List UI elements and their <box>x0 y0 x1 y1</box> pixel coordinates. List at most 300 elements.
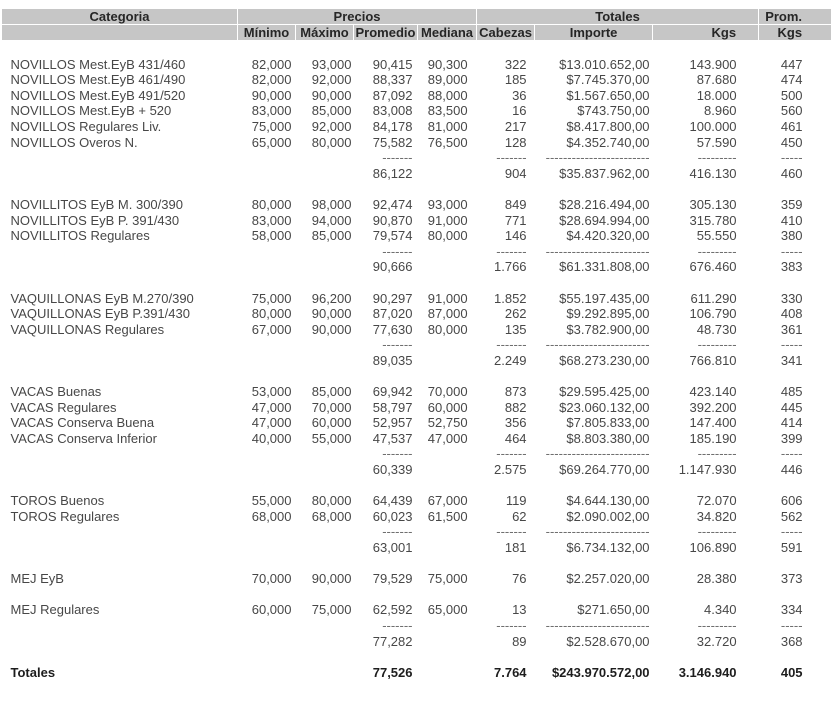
table-row-prom-kgs: 500 <box>780 87 803 103</box>
table-row-promedio: 83,008 <box>372 103 413 119</box>
table-row-prom-kgs: 359 <box>780 196 803 212</box>
table-row-categoria: VACAS Regulares <box>10 399 117 415</box>
subtotal-row-importe: $2.528.670,00 <box>566 633 650 649</box>
table-row-minimo: 75,000 <box>251 290 292 306</box>
table-row-maximo: 94,000 <box>311 212 352 228</box>
table-row <box>2 88 832 104</box>
separator-row-categoria <box>2 150 238 166</box>
table-row-maximo: 98,000 <box>311 196 352 212</box>
subtotal-row-maximo <box>296 259 354 275</box>
table-row-importe: $4.644.130,00 <box>566 493 650 509</box>
table-row-prom-kgs: 606 <box>780 493 803 509</box>
subtotal-row-prom-kgs: 460 <box>780 165 803 181</box>
subtotal-row-minimo <box>238 353 296 369</box>
table-row-categoria: VACAS Buenas <box>10 384 102 400</box>
table-row-kgs: 143.900 <box>689 56 737 72</box>
separator-row-cabezas: ------- <box>496 337 527 353</box>
table-row <box>2 384 832 400</box>
spacer-cell <box>2 587 832 603</box>
subtotal-row-categoria <box>2 540 238 556</box>
table-row-maximo: 80,000 <box>311 493 352 509</box>
table-row-mediana: 87,000 <box>427 306 468 322</box>
subtotal-row-categoria <box>2 353 238 369</box>
subtotal-row-minimo <box>238 259 296 275</box>
table-row-importe: $271.650,00 <box>577 602 650 618</box>
subtotal-row-kgs: 676.460 <box>689 259 737 275</box>
table-row-cabezas: 262 <box>504 306 527 322</box>
table-row <box>2 322 832 338</box>
table-row-cabezas: 356 <box>504 415 527 431</box>
table-row-minimo: 83,000 <box>251 212 292 228</box>
separator-row-promedio: ------- <box>382 617 413 633</box>
table-row-promedio: 64,439 <box>372 493 413 509</box>
subtotal-row-promedio: 60,339 <box>372 462 413 478</box>
subtotal-row <box>2 259 832 275</box>
table-row-minimo: 75,000 <box>251 118 292 134</box>
table-row-minimo: 80,000 <box>251 196 292 212</box>
table-row-maximo: 93,000 <box>311 56 352 72</box>
table-row-categoria: NOVILLOS Mest.EyB 431/460 <box>10 56 186 72</box>
table-row-categoria: VAQUILLONAS Regulares <box>10 321 165 337</box>
table-row-promedio: 60,023 <box>372 508 413 524</box>
spacer-row <box>2 275 832 291</box>
table-row-prom-kgs: 373 <box>780 571 803 587</box>
table-row-minimo: 65,000 <box>251 134 292 150</box>
table-row-minimo: 47,000 <box>251 399 292 415</box>
spacer-row <box>2 41 832 57</box>
table-row-importe: $29.595.425,00 <box>559 384 650 400</box>
subtotal-row-kgs: 106.890 <box>689 540 737 555</box>
separator-row-kgs: --------- <box>697 446 737 462</box>
subtotal-row-mediana <box>418 634 477 650</box>
subtotal-row-prom-kgs: 591 <box>780 540 803 555</box>
subtotal-row <box>2 540 832 556</box>
grand-total-row-minimo <box>238 665 296 681</box>
subtotal-row-minimo <box>238 634 296 650</box>
table-row-categoria: VAQUILLONAS EyB P.391/430 <box>10 306 190 322</box>
table-row-kgs: 55.550 <box>696 228 737 244</box>
table-row-categoria: VACAS Conserva Buena <box>10 415 155 431</box>
table-row-maximo: 90,000 <box>311 321 352 337</box>
table-row-minimo: 40,000 <box>251 430 292 446</box>
table-row <box>2 135 832 151</box>
table-row-importe: $743.750,00 <box>577 103 650 119</box>
table-row-maximo: 75,000 <box>311 602 352 618</box>
table-row-cabezas: 76 <box>512 571 527 587</box>
table-row-minimo: 90,000 <box>251 87 292 103</box>
table-row-promedio: 77,630 <box>372 321 413 337</box>
table-row <box>2 119 832 135</box>
separator-row-maximo <box>296 337 354 353</box>
separator-row-minimo <box>238 524 296 540</box>
table-row-mediana: 70,000 <box>427 384 468 400</box>
separator-row-mediana <box>418 244 477 260</box>
table-row-importe: $1.567.650,00 <box>566 87 650 103</box>
separator-row-minimo <box>238 150 296 166</box>
table-row-kgs: 28.380 <box>696 571 737 587</box>
table-row-mediana: 65,000 <box>427 602 468 618</box>
table-row-promedio: 87,020 <box>372 306 413 322</box>
table-row <box>2 602 832 618</box>
table-row-importe: $7.745.370,00 <box>566 72 650 88</box>
header-mediana: Mediana <box>418 25 477 41</box>
table-row-mediana: 90,300 <box>427 56 468 72</box>
subtotal-row-categoria <box>2 259 238 275</box>
table-body <box>2 41 832 681</box>
table-row <box>2 213 832 229</box>
separator-row-mediana <box>418 524 477 540</box>
table-row-categoria: NOVILLITOS EyB P. 391/430 <box>10 212 180 228</box>
subtotal-row-mediana <box>418 166 477 182</box>
table-row-mediana: 67,000 <box>427 493 468 509</box>
header-columns-row <box>2 25 832 41</box>
table-row-kgs: 4.340 <box>704 602 737 618</box>
subtotal-row-categoria <box>2 462 238 478</box>
subtotal-row-mediana <box>418 353 477 369</box>
table-row-kgs: 8.960 <box>704 103 737 119</box>
table-row-prom-kgs: 447 <box>780 56 803 72</box>
separator-row-prom-kgs: ----- <box>780 617 803 633</box>
header-categoria-blank <box>2 25 238 41</box>
header-kgs: Kgs <box>653 25 759 41</box>
grand-total-row-kgs: 3.146.940 <box>678 664 737 680</box>
separator-row <box>2 446 832 462</box>
table-row-importe: $55.197.435,00 <box>559 290 650 306</box>
table-row-categoria: NOVILLITOS EyB M. 300/390 <box>10 196 183 212</box>
spacer-cell <box>2 478 832 494</box>
table-row-maximo: 68,000 <box>311 508 352 524</box>
subtotal-row-promedio: 86,122 <box>372 165 413 181</box>
table-row-maximo: 70,000 <box>311 399 352 415</box>
separator-row-maximo <box>296 150 354 166</box>
subtotal-row-prom-kgs: 368 <box>780 633 803 649</box>
table-row-importe: $9.292.895,00 <box>566 306 650 322</box>
table-row-prom-kgs: 410 <box>780 212 803 228</box>
table-row-categoria: NOVILLOS Regulares Liv. <box>10 118 162 134</box>
table-row <box>2 415 832 431</box>
header-group-prom: Prom. <box>759 9 832 25</box>
separator-row <box>2 618 832 634</box>
table-row <box>2 103 832 119</box>
table-row-importe: $28.216.494,00 <box>559 196 650 212</box>
separator-row-kgs: --------- <box>697 243 737 259</box>
separator-row <box>2 337 832 353</box>
separator-row-maximo <box>296 618 354 634</box>
table-row-mediana: 81,000 <box>427 118 468 134</box>
table-row-maximo: 92,000 <box>311 72 352 88</box>
header-group-precios: Precios <box>238 9 477 25</box>
separator-row-promedio: ------- <box>382 446 413 462</box>
grand-total-row-mediana <box>418 665 477 681</box>
subtotal-row <box>2 166 832 182</box>
separator-row <box>2 524 832 540</box>
subtotal-row-promedio: 89,035 <box>372 352 413 368</box>
table-row-maximo: 90,000 <box>311 87 352 103</box>
table-row-promedio: 87,092 <box>372 87 413 103</box>
table-row-maximo: 80,000 <box>311 134 352 150</box>
subtotal-row-mediana <box>418 540 477 556</box>
table-row <box>2 431 832 447</box>
subtotal-row-maximo <box>296 634 354 650</box>
table-row <box>2 571 832 587</box>
table-row-cabezas: 849 <box>504 196 527 212</box>
table-row-mediana: 75,000 <box>427 571 468 587</box>
separator-row-importe: ------------------------ <box>545 150 650 166</box>
table-row-mediana: 88,000 <box>427 87 468 103</box>
table-row-promedio: 79,574 <box>372 228 413 244</box>
spacer-cell <box>2 649 832 665</box>
table-row-prom-kgs: 408 <box>780 306 803 322</box>
spacer-row <box>2 478 832 494</box>
separator-row <box>2 150 832 166</box>
subtotal-row-prom-kgs: 341 <box>780 352 803 368</box>
spacer-cell <box>2 368 832 384</box>
subtotal-row-maximo <box>296 166 354 182</box>
table-row-kgs: 57.590 <box>696 134 737 150</box>
table-row-cabezas: 146 <box>504 228 527 244</box>
separator-row-categoria <box>2 244 238 260</box>
table-row-mediana: 80,000 <box>427 321 468 337</box>
subtotal-row-minimo <box>238 540 296 556</box>
header-prom-kgs: Kgs <box>759 25 832 41</box>
table-row-mediana: 61,500 <box>427 508 468 524</box>
table-row-cabezas: 1.852 <box>494 290 527 306</box>
spacer-row <box>2 587 832 603</box>
separator-row-promedio: ------- <box>382 243 413 259</box>
table-row-minimo: 80,000 <box>251 306 292 322</box>
subtotal-row-cabezas: 2.249 <box>494 352 527 368</box>
table-row-mediana: 47,000 <box>427 430 468 446</box>
separator-row-prom-kgs: ----- <box>780 524 803 540</box>
table-row-minimo: 82,000 <box>251 72 292 88</box>
table-row-mediana: 93,000 <box>427 196 468 212</box>
separator-row-minimo <box>238 618 296 634</box>
separator-row-categoria <box>2 446 238 462</box>
separator-row-minimo <box>238 446 296 462</box>
subtotal-row-importe: $6.734.132,00 <box>566 540 650 555</box>
separator-row-importe: ------------------------ <box>545 337 650 353</box>
table-row-minimo: 67,000 <box>251 321 292 337</box>
table-row-minimo: 58,000 <box>251 228 292 244</box>
separator-row-cabezas: ------- <box>496 446 527 462</box>
table-row-kgs: 100.000 <box>689 118 737 134</box>
spacer-cell <box>2 556 832 572</box>
separator-row-promedio: ------- <box>382 337 413 353</box>
spacer-row <box>2 368 832 384</box>
table-row-cabezas: 13 <box>512 602 527 618</box>
subtotal-row-cabezas: 89 <box>512 633 527 649</box>
table-row-prom-kgs: 399 <box>780 430 803 446</box>
table-row-mediana: 89,000 <box>427 72 468 88</box>
table-row-categoria: NOVILLOS Mest.EyB 461/490 <box>10 72 186 88</box>
separator-row-promedio: ------- <box>382 524 413 540</box>
table-row-maximo: 96,200 <box>311 290 352 306</box>
table-row-importe: $7.805.833,00 <box>566 415 650 431</box>
table-row-kgs: 315.780 <box>689 212 737 228</box>
table-row-kgs: 147.400 <box>689 415 737 431</box>
separator-row-cabezas: ------- <box>496 150 527 166</box>
separator-row-prom-kgs: ----- <box>780 337 803 353</box>
subtotal-row-promedio: 90,666 <box>372 259 413 275</box>
table-row-promedio: 90,297 <box>372 290 413 306</box>
subtotal-row-importe: $68.273.230,00 <box>559 352 650 368</box>
table-row <box>2 57 832 73</box>
header-maximo: Máximo <box>296 25 354 41</box>
table-row-categoria: TOROS Regulares <box>10 508 120 524</box>
header-categoria: Categoria <box>2 9 238 25</box>
separator-row-prom-kgs: ----- <box>780 446 803 462</box>
spacer-cell <box>2 41 832 57</box>
table-row-mediana: 52,750 <box>427 415 468 431</box>
table-row-importe: $8.803.380,00 <box>566 430 650 446</box>
table-row-cabezas: 771 <box>504 212 527 228</box>
header-importe: Importe <box>535 25 653 41</box>
table-row-categoria: NOVILLITOS Regulares <box>10 228 150 244</box>
separator-row-importe: ------------------------ <box>545 243 650 259</box>
separator-row-promedio: ------- <box>382 150 413 166</box>
subtotal-row-kgs: 32.720 <box>696 633 737 649</box>
subtotal-row <box>2 353 832 369</box>
table-row-cabezas: 873 <box>504 384 527 400</box>
table-row-importe: $3.782.900,00 <box>566 321 650 337</box>
table-row-categoria: TOROS Buenos <box>10 493 105 509</box>
separator-row-importe: ------------------------ <box>545 617 650 633</box>
subtotal-row-minimo <box>238 166 296 182</box>
subtotal-row-minimo <box>238 462 296 478</box>
table-row-promedio: 75,582 <box>372 134 413 150</box>
table-row-mediana: 80,000 <box>427 228 468 244</box>
separator-row-kgs: --------- <box>697 150 737 166</box>
table-row-categoria: NOVILLOS Mest.EyB + 520 <box>10 103 172 119</box>
table-row-kgs: 48.730 <box>696 321 737 337</box>
table-row-importe: $4.352.740,00 <box>566 134 650 150</box>
table-row-importe: $23.060.132,00 <box>559 399 650 415</box>
subtotal-row-promedio: 63,001 <box>372 540 413 555</box>
separator-row-cabezas: ------- <box>496 524 527 540</box>
table-row-prom-kgs: 334 <box>780 602 803 618</box>
table-row <box>2 306 832 322</box>
table-row-prom-kgs: 361 <box>780 321 803 337</box>
separator-row <box>2 244 832 260</box>
grand-total-row-importe: $243.970.572,00 <box>551 664 650 680</box>
table-row-promedio: 58,797 <box>372 399 413 415</box>
header-cabezas: Cabezas <box>477 25 535 41</box>
subtotal-row-kgs: 416.130 <box>689 165 737 181</box>
table-row-categoria: NOVILLOS Overos N. <box>10 134 138 150</box>
subtotal-row-categoria <box>2 166 238 182</box>
separator-row-categoria <box>2 618 238 634</box>
table-row <box>2 197 832 213</box>
subtotal-row-maximo <box>296 540 354 556</box>
subtotal-row-mediana <box>418 259 477 275</box>
table-row-promedio: 52,957 <box>372 415 413 431</box>
spacer-row <box>2 556 832 572</box>
table-row-prom-kgs: 474 <box>780 72 803 88</box>
separator-row-minimo <box>238 244 296 260</box>
table-row-promedio: 88,337 <box>372 72 413 88</box>
separator-row-mediana <box>418 446 477 462</box>
table-row-categoria: VACAS Conserva Inferior <box>10 430 157 446</box>
subtotal-row-kgs: 766.810 <box>689 352 737 368</box>
spacer-cell <box>2 275 832 291</box>
table-row-promedio: 47,537 <box>372 430 413 446</box>
spacer-cell <box>2 181 832 197</box>
subtotal-row-cabezas: 2.575 <box>494 462 527 478</box>
separator-row-kgs: --------- <box>697 337 737 353</box>
table-row-categoria: MEJ Regulares <box>10 602 100 618</box>
subtotal-row-importe: $61.331.808,00 <box>559 259 650 275</box>
separator-row-mediana <box>418 150 477 166</box>
subtotal-row-kgs: 1.147.930 <box>678 462 737 478</box>
table-row-maximo: 90,000 <box>311 306 352 322</box>
table-row-mediana: 91,000 <box>427 290 468 306</box>
table-row-minimo: 47,000 <box>251 415 292 431</box>
table-row-prom-kgs: 414 <box>780 415 803 431</box>
table-row-mediana: 60,000 <box>427 399 468 415</box>
subtotal-row <box>2 462 832 478</box>
table-row-kgs: 185.190 <box>689 430 737 446</box>
table-row-importe: $4.420.320,00 <box>566 228 650 244</box>
table-row-minimo: 53,000 <box>251 384 292 400</box>
table-row-cabezas: 882 <box>504 399 527 415</box>
table-row <box>2 493 832 509</box>
table-row-maximo: 85,000 <box>311 103 352 119</box>
table-row-kgs: 106.790 <box>689 306 737 322</box>
grand-total-row <box>2 665 832 681</box>
table-row <box>2 72 832 88</box>
table-row-cabezas: 135 <box>504 321 527 337</box>
subtotal-row-promedio: 77,282 <box>372 633 413 649</box>
table-row-importe: $28.694.994,00 <box>559 212 650 228</box>
table-row-cabezas: 464 <box>504 430 527 446</box>
separator-row-importe: ------------------------ <box>545 524 650 540</box>
table-row-minimo: 83,000 <box>251 103 292 119</box>
grand-total-row-categoria: Totales <box>10 664 56 680</box>
table-row-promedio: 92,474 <box>372 196 413 212</box>
table-row-prom-kgs: 380 <box>780 228 803 244</box>
market-report-table <box>1 8 832 680</box>
table-row-importe: $2.257.020,00 <box>566 571 650 587</box>
table-row-promedio: 69,942 <box>372 384 413 400</box>
table-row-kgs: 72.070 <box>696 493 737 509</box>
subtotal-row-categoria <box>2 634 238 650</box>
table-row-minimo: 60,000 <box>251 602 292 618</box>
table-row <box>2 509 832 525</box>
table-row-minimo: 55,000 <box>251 493 292 509</box>
table-row <box>2 228 832 244</box>
table-row-categoria: MEJ EyB <box>10 571 64 587</box>
table-row-promedio: 84,178 <box>372 118 413 134</box>
table-row-prom-kgs: 560 <box>780 103 803 119</box>
separator-row-prom-kgs: ----- <box>780 150 803 166</box>
subtotal-row-mediana <box>418 462 477 478</box>
separator-row-cabezas: ------- <box>496 617 527 633</box>
table-header <box>2 9 832 41</box>
table-row-importe: $8.417.800,00 <box>566 118 650 134</box>
table-row-maximo: 85,000 <box>311 228 352 244</box>
table-row-minimo: 68,000 <box>251 508 292 524</box>
separator-row-maximo <box>296 524 354 540</box>
table-row-kgs: 305.130 <box>689 196 737 212</box>
table-row-kgs: 34.820 <box>696 508 737 524</box>
subtotal-row-cabezas: 904 <box>504 165 527 181</box>
table-row-mediana: 76,500 <box>427 134 468 150</box>
table-row-kgs: 423.140 <box>689 384 737 400</box>
table-row-minimo: 70,000 <box>251 571 292 587</box>
table-row-cabezas: 217 <box>504 118 527 134</box>
table-row-promedio: 90,870 <box>372 212 413 228</box>
table-row <box>2 291 832 307</box>
